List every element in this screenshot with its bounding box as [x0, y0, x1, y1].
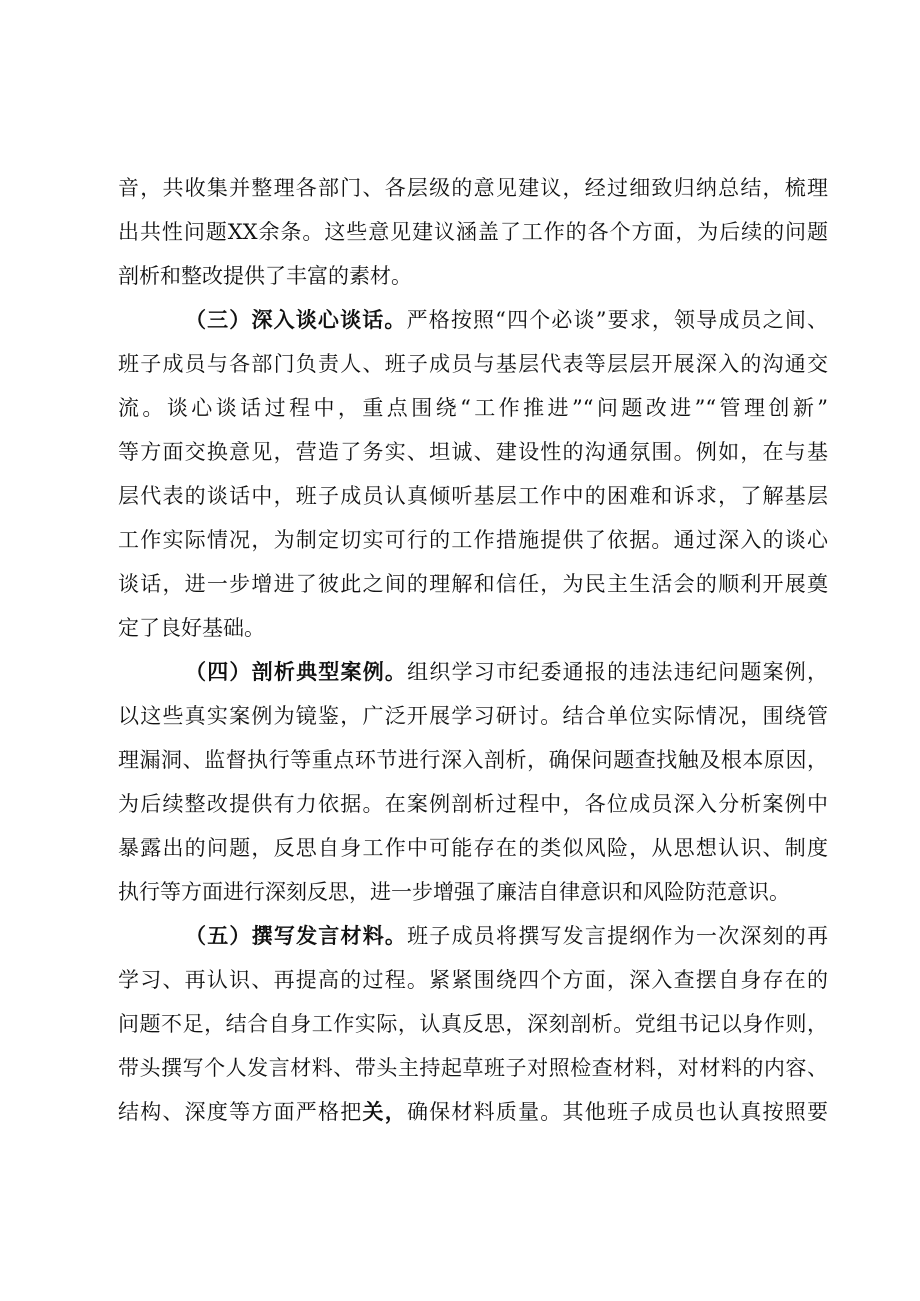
paragraph-3-line-5: 暴露出的问题，反思自身工作中可能存在的类似风险，从思想认识、制度	[118, 836, 828, 860]
paragraph-3-first-line-text: 组织学习市纪委通报的违法违纪问题案例，	[407, 660, 829, 684]
paragraph-2-line-6: 工作实际情况，为制定切实可行的工作措施提供了依据。通过深入的谈心	[118, 528, 828, 552]
paragraph-4-first-line	[185, 922, 828, 950]
paragraph-3-first-line	[185, 658, 828, 686]
paragraph-2-line-8: 定了良好基础。	[118, 616, 265, 640]
paragraph-4-line-5	[118, 1098, 828, 1126]
paragraph-3-line-6: 执行等方面进行深刻反思，进一步增强了廉洁自律意识和风险防范意识。	[118, 880, 790, 904]
section-heading-4: （四）剖析典型案例。	[185, 660, 408, 684]
section-heading-3: （三）深入谈心谈话。	[185, 308, 407, 332]
paragraph-2-first-line	[185, 306, 828, 334]
paragraph-4-line-4: 带头撰写个人发言材料、带头主持起草班子对照检查材料，对材料的内容、	[118, 1056, 828, 1080]
paragraph-4-line-2: 学习、再认识、再提高的过程。紧紧围绕四个方面，深入查摆自身存在的	[118, 968, 828, 992]
paragraph-2-first-line-text: 严格按照“四个必谈”要求，领导成员之间、	[406, 308, 828, 332]
paragraph-4-line-3: 问题不足，结合自身工作实际，认真反思，深刻剖析。党组书记以身作则，	[118, 1012, 828, 1036]
paragraph-4-line-5-text-before: 结构、深度等方面严格把	[118, 1100, 363, 1124]
paragraph-4-first-line-text: 班子成员将撰写发言提纲作为一次深刻的再	[407, 924, 829, 948]
paragraph-2-line-7: 谈话，进一步增进了彼此之间的理解和信任，为民主生活会的顺利开展奠	[118, 572, 828, 596]
paragraph-2-line-4: 等方面交换意见，营造了务实、坦诚、建设性的沟通氛围。例如，在与基	[118, 440, 828, 464]
paragraph-4-line-5-bold-text: 关，	[362, 1099, 407, 1124]
paragraph-3-line-3: 理漏洞、监督执行等重点环节进行深入剖析，确保问题查找触及根本原因，	[118, 748, 828, 772]
paragraph-1-line-1: 音，共收集并整理各部门、各层级的意见建议，经过细致归纳总结，梳理	[118, 176, 828, 200]
paragraph-3-line-4: 为后续整改提供有力依据。在案例剖析过程中，各位成员深入分析案例中	[118, 792, 828, 816]
paragraph-3-line-2: 以这些真实案例为镜鉴，广泛开展学习研讨。结合单位实际情况，围绕管	[118, 704, 828, 728]
paragraph-2-line-2: 班子成员与各部门负责人、班子成员与基层代表等层层开展深入的沟通交	[118, 352, 828, 376]
paragraph-4-line-5-text-after: 确保材料质量。其他班子成员也认真按照要	[406, 1100, 829, 1124]
paragraph-1-line-2: 出共性问题XX余条。这些意见建议涵盖了工作的各个方面，为后续的问题	[118, 220, 828, 244]
paragraph-2-line-5: 层代表的谈话中，班子成员认真倾听基层工作中的困难和诉求，了解基层	[118, 484, 828, 508]
paragraph-2-line-3: 流。谈心谈话过程中，重点围绕“工作推进”“问题改进”“管理创新”	[118, 396, 828, 420]
section-heading-5: （五）撰写发言材料。	[185, 924, 408, 948]
paragraph-1-line-3: 剖析和整改提供了丰富的素材。	[118, 264, 412, 288]
